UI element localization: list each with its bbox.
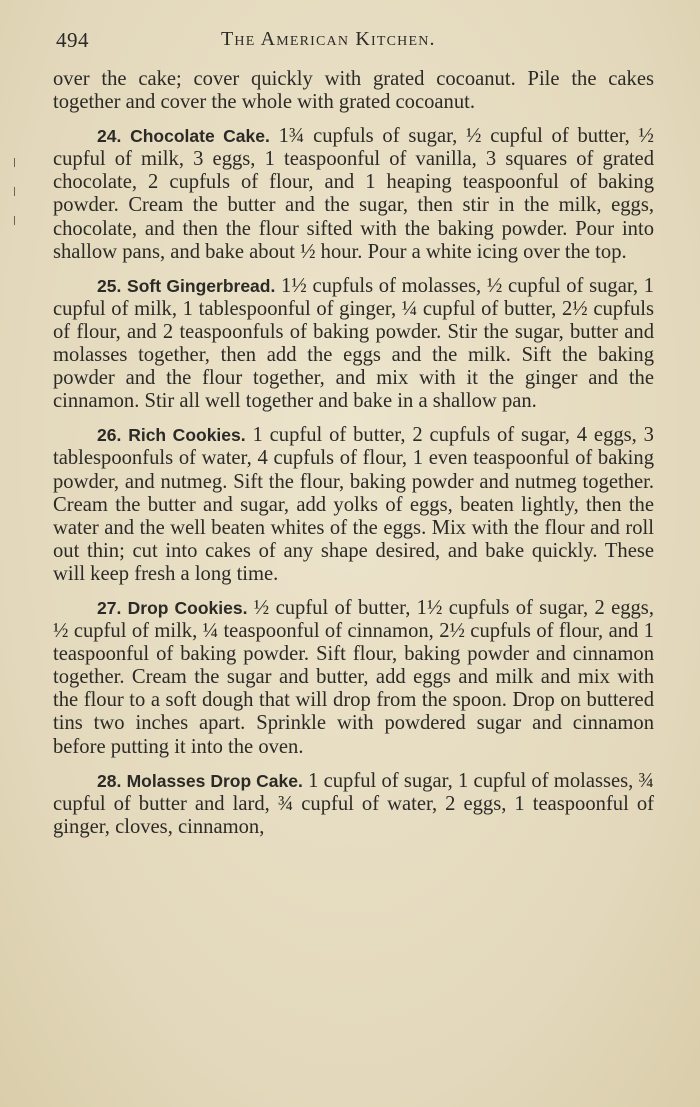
recipe-text: 1 cupful of butter, 2 cupfuls of sugar, 4 eggs, 3 tablespoonfuls of water, 4 cupfuls of flour, 1 even teaspoonful of baking powder, and nutmeg. Sift the flour, baking powder and nutmeg together. Cream the butter and sugar, add yolks of eggs, beaten lightly, then the water and the well beaten whites of the eggs. Mix with the flour and roll out thin; cut into cakes of any shape desired, and bake quickly. These will keep fresh a long time. [53,424,654,585]
recipe-text: 1 cupful of sugar, 1 cupful of molasses, ¾ cupful of butter and lard, ¾ cupful of water, 2 eggs, 1 teaspoonful of ginger, cloves, cinnamon, [53,769,654,838]
recipe-title: Drop Cookies. [127,597,248,618]
recipe-number: 26. [97,425,122,446]
recipe-text: 1¾ cupfuls of sugar, ½ cupful of butter, ½ cupful of milk, 3 eggs, 1 teaspoonful of vanilla, 3 squares of grated chocolate, 2 cupfuls of flour, and 1 heaping teaspoonful of baking powder. Cream the butter and the sugar, then stir in the milk, eggs, chocolate, and then the flour sifted with the baking powder. Pour into shallow pans, and bake about ½ hour. Pour a white icing over the top. [53,125,654,263]
recipe-number: 24. [97,126,122,147]
recipe-title: Rich Cookies. [128,425,246,446]
page-body [53,68,654,839]
recipe-25 [53,275,654,414]
margin-marks [14,158,22,228]
recipe-text: ½ cupful of butter, 1½ cupfuls of sugar, 2 eggs, ½ cupful of milk, ¼ teaspoonful of cinnamon, 2½ cupfuls of flour, and 1 teaspoonful of baking powder. Sift flour, baking powder and cinnamon together. Cream the sugar and butter, add eggs and milk and mix with the flour to a soft dough that will drop from the spoon. Drop on buttered tins two inches apart. Sprinkle with powdered sugar and cinnamon before putting it into the oven. [53,596,654,758]
recipe-27 [53,597,654,759]
recipe-26 [53,424,654,586]
recipe-24 [53,125,654,264]
recipe-number: 28. [97,770,122,791]
recipe-number: 27. [97,597,122,618]
running-title: The American Kitchen. [221,28,436,50]
page-header [56,28,656,56]
recipe-title: Chocolate Cake. [130,126,270,147]
page-number: 494 [56,28,89,52]
recipe-28 [53,770,654,839]
recipe-title: Molasses Drop Cake. [126,770,303,791]
intro-paragraph: over the cake; cover quickly with grated cocoanut. Pile the cakes together and cover the whole with grated cocoanut. [53,68,654,114]
recipe-text: 1½ cupfuls of molasses, ½ cupful of sugar, 1 cupful of milk, 1 tablespoonful of ginger, ¼ cupful of butter, 2½ cupfuls of flour, and 2 teaspoonfuls of baking powder. Stir the sugar, butter and molasses together, then add the eggs and the milk. Sift the baking powder and the flour together, and mix with it the ginger and the cinnamon. Stir all well together and bake in a shallow pan. [53,274,654,413]
recipe-number: 25. [97,275,122,296]
recipe-title: Soft Gingerbread. [127,275,276,296]
